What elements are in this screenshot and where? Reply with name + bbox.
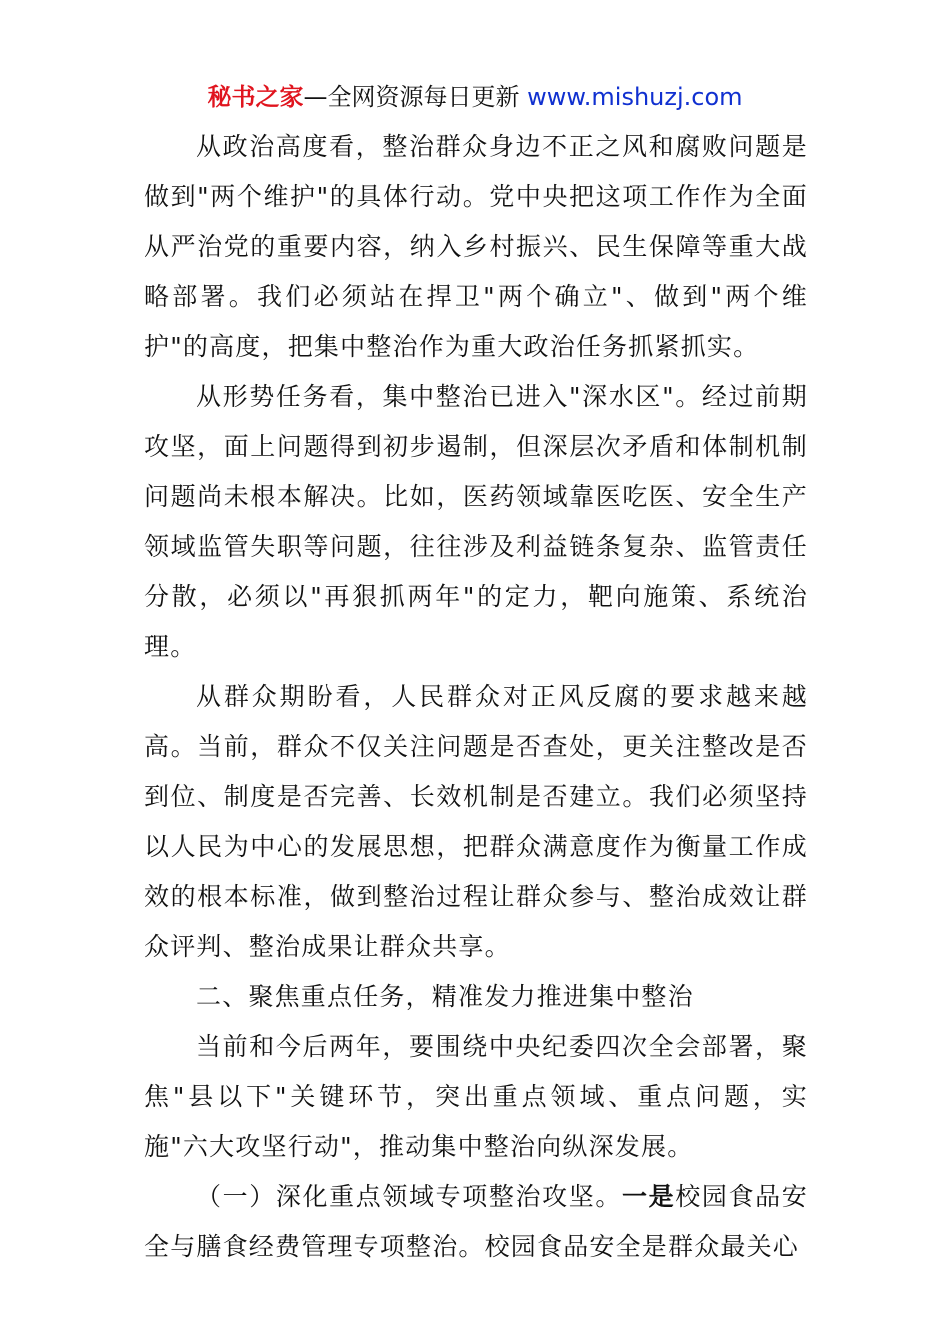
paragraph-item-one [144,1172,808,1272]
item-lead: （一）深化重点领域专项整治攻坚。 [196,1182,623,1211]
section-heading: 二、聚焦重点任务，精准发力推进集中整治 [196,982,694,1011]
item-text: 校园食品安全与膳食经费管理专项整治。校园食品安全是群众最关心 [144,1182,809,1261]
document-body [144,122,808,1272]
site-tagline: —全网资源每日更新 [303,83,528,111]
paragraph-two-years: 当前和今后两年，要围绕中央纪委四次全会部署，聚焦"县以下"关键环节，突出重点领域、重点问题，实施"六大攻坚行动"，推动集中整治向纵深发展。 [144,1032,808,1161]
site-header [0,80,950,114]
site-brand: 秘书之家 [207,83,304,111]
paragraph-political-height: 从政治高度看，整治群众身边不正之风和腐败问题是做到"两个维护"的具体行动。党中央把这项工作作为全面从严治党的重要内容，纳入乡村振兴、民生保障等重大战略部署。我们必须站在捍卫"两个确立"、做到"两个维护"的高度，把集中整治作为重大政治任务抓紧抓实。 [144,132,808,361]
paragraph-situation-tasks: 从形势任务看，集中整治已进入"深水区"。经过前期攻坚，面上问题得到初步遏制，但深层次矛盾和体制机制问题尚未根本解决。比如，医药领域靠医吃医、安全生产领域监管失职等问题，往往涉及利益链条复杂、监管责任分散，必须以"再狠抓两年"的定力，靶向施策、系统治理。 [144,382,808,661]
paragraph-public-expectations: 从群众期盼看，人民群众对正风反腐的要求越来越高。当前，群众不仅关注问题是否查处，更关注整改是否到位、制度是否完善、长效机制是否建立。我们必须坚持以人民为中心的发展思想，把群众满意度作为衡量工作成效的根本标准，做到整治过程让群众参与、整治成效让群众评判、整治成果让群众共享。 [144,682,808,961]
site-url-link[interactable]: www.mishuzj.com [527,83,743,111]
item-emphasis: 一是 [622,1182,676,1211]
